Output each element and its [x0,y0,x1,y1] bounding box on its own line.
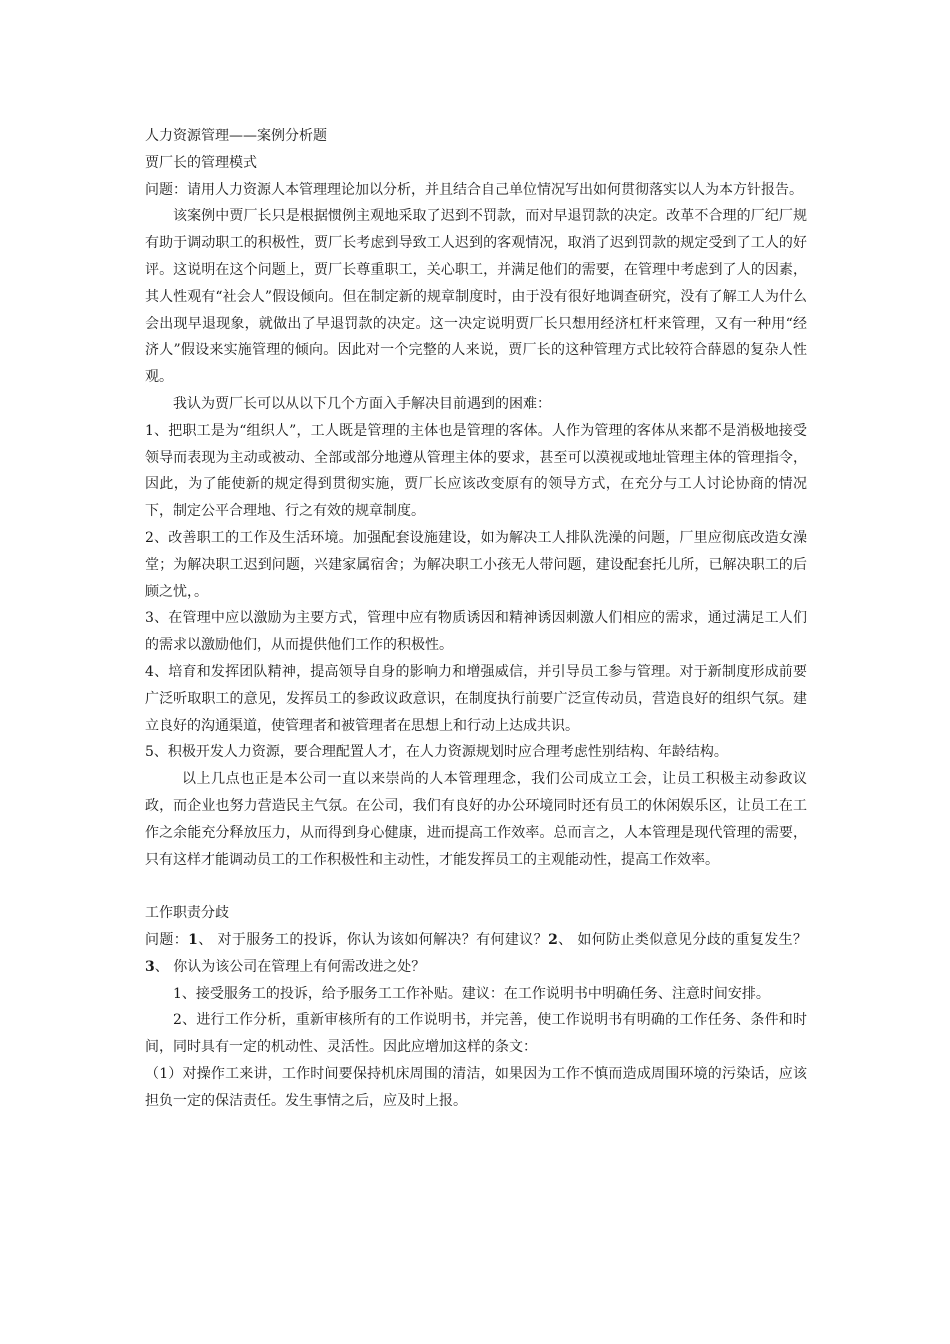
section-gap [145,873,807,900]
question-prefix: 问题： [145,931,189,948]
question-number-3: 3 [145,958,155,975]
case1-item-2: 2、改善职工的工作及生活环境。加强配套设施建设，如为解决工人排队洗澡的问题，厂里应彻底改造女澡堂；为解决职工迟到问题，兴建家属宿舍；为解决职工小孩无人带问题，建设配套托儿所，已解决职工的后顾之忧，。 [145,529,807,600]
case1-item-4: 4、培育和发挥团队精神，提高领导自身的影响力和增强威信，并引导员工参与管理。对于新制度形成前要广泛听取职工的意见，发挥员工的参政议政意识，在制度执行前要广泛宣传动员，营造良好的组织气氛。建立良好的沟通渠道，使管理者和被管理者在思想上和行动上达成共识。 [145,663,807,734]
case1-paragraph-2: 我认为贾厂长可以从以下几个方面入手解决目前遇到的困难： [173,395,551,412]
case1-item-5: 5、积极开发人力资源，要合理配置人才，在人力资源规划时应合理考虑性别结构、年龄结构。 [145,744,728,761]
case2-heading: 工作职责分歧 [145,905,229,922]
case2-answer-2-sub-1: （1）对操作工来讲，工作时间要保持机床周围的清洁，如果因为工作不慎而造成周围环境的污染话，应该担负一定的保洁责任。发生事情之后，应及时上报。 [145,1065,807,1109]
case1-heading: 贾厂长的管理模式 [145,154,257,171]
case1-paragraph-1: 该案例中贾厂长只是根据惯例主观地采取了迟到不罚款，而对早退罚款的决定。改革不合理的厂纪厂规有助于调动职工的积极性，贾厂长考虑到导致工人迟到的客观情况，取消了迟到罚款的规定受到了工人的好评。这说明在这个问题上，贾厂长尊重职工，关心职工，并满足他们的需要，在管理中考虑到了人的因素，其人性观有“社会人”假设倾向。但在制定新的规章制度时，由于没有很好地调查研究，没有了解工人为什么会出现早退现象，就做出了早退罚款的决定。这一决定说明贾厂长只想用经济杠杆来管理，又有一种用“经济人”假设来实施管理的倾向。因此对一个完整的人来说，贾厂长的这种管理方式比较符合薛恩的复杂人性观。 [145,208,807,386]
case1-paragraph-3: 以上几点也正是本公司一直以来崇尚的人本管理理念，我们公司成立工会，让员工积极主动参政议政，而企业也努力营造民主气氛。在公司，我们有良好的办公环境同时还有员工的休闲娱乐区，让员工在工作之余能充分释放压力，从而得到身心健康，进而提高工作效率。总而言之，人本管理是现代管理的需要，只有这样才能调动员工的工作积极性和主动性，才能发挥员工的主观能动性，提高工作效率。 [145,771,807,868]
case2-answer-2: 2、进行工作分析，重新审核所有的工作说明书，并完善，使工作说明书有明确的工作任务、条件和时间，同时具有一定的机动性、灵活性。因此应增加这样的条文： [145,1012,807,1056]
case1-item-1: 1、把职工是为“组织人”，工人既是管理的主体也是管理的客体。人作为管理的客体从来都不是消极地接受领导而表现为主动或被动、全部或部分地遵从管理主体的要求，甚至可以漠视或地址管理主体的管理指令，因此，为了能使新的规定得到贯彻实施，贾厂长应该改变原有的领导方式，在充分与工人讨论协商的情况下，制定公平合理地、行之有效的规章制度。 [145,422,807,520]
case2-answer-1: 1、接受服务工的投诉，给予服务工工作补贴。建议：在工作说明书中明确任务、注意时间安排。 [173,985,770,1002]
case2-question [145,927,807,981]
question-number-1: 1 [188,931,198,948]
question-number-2: 2 [548,931,558,948]
case1-question: 问题：请用人力资源人本管理理论加以分析，并且结合自己单位情况写出如何贯彻落实以人为本方针报告。 [145,181,803,198]
question-text-3: 、 你认为该公司在管理上有何需改进之处？ [154,958,426,975]
document-body [145,123,807,1114]
document-title: 人力资源管理——案例分析题 [145,128,327,144]
question-text-2: 、 如何防止类似意见分歧的重复发生？ [557,931,807,948]
case1-item-3: 3、在管理中应以激励为主要方式，管理中应有物质诱因和精神诱因刺激人们相应的需求，通过满足工人们的需求以激励他们，从而提供他们工作的积极性。 [145,610,807,654]
question-text-1: 、 对于服务工的投诉，你认为该如何解决？有何建议？ [197,931,549,948]
